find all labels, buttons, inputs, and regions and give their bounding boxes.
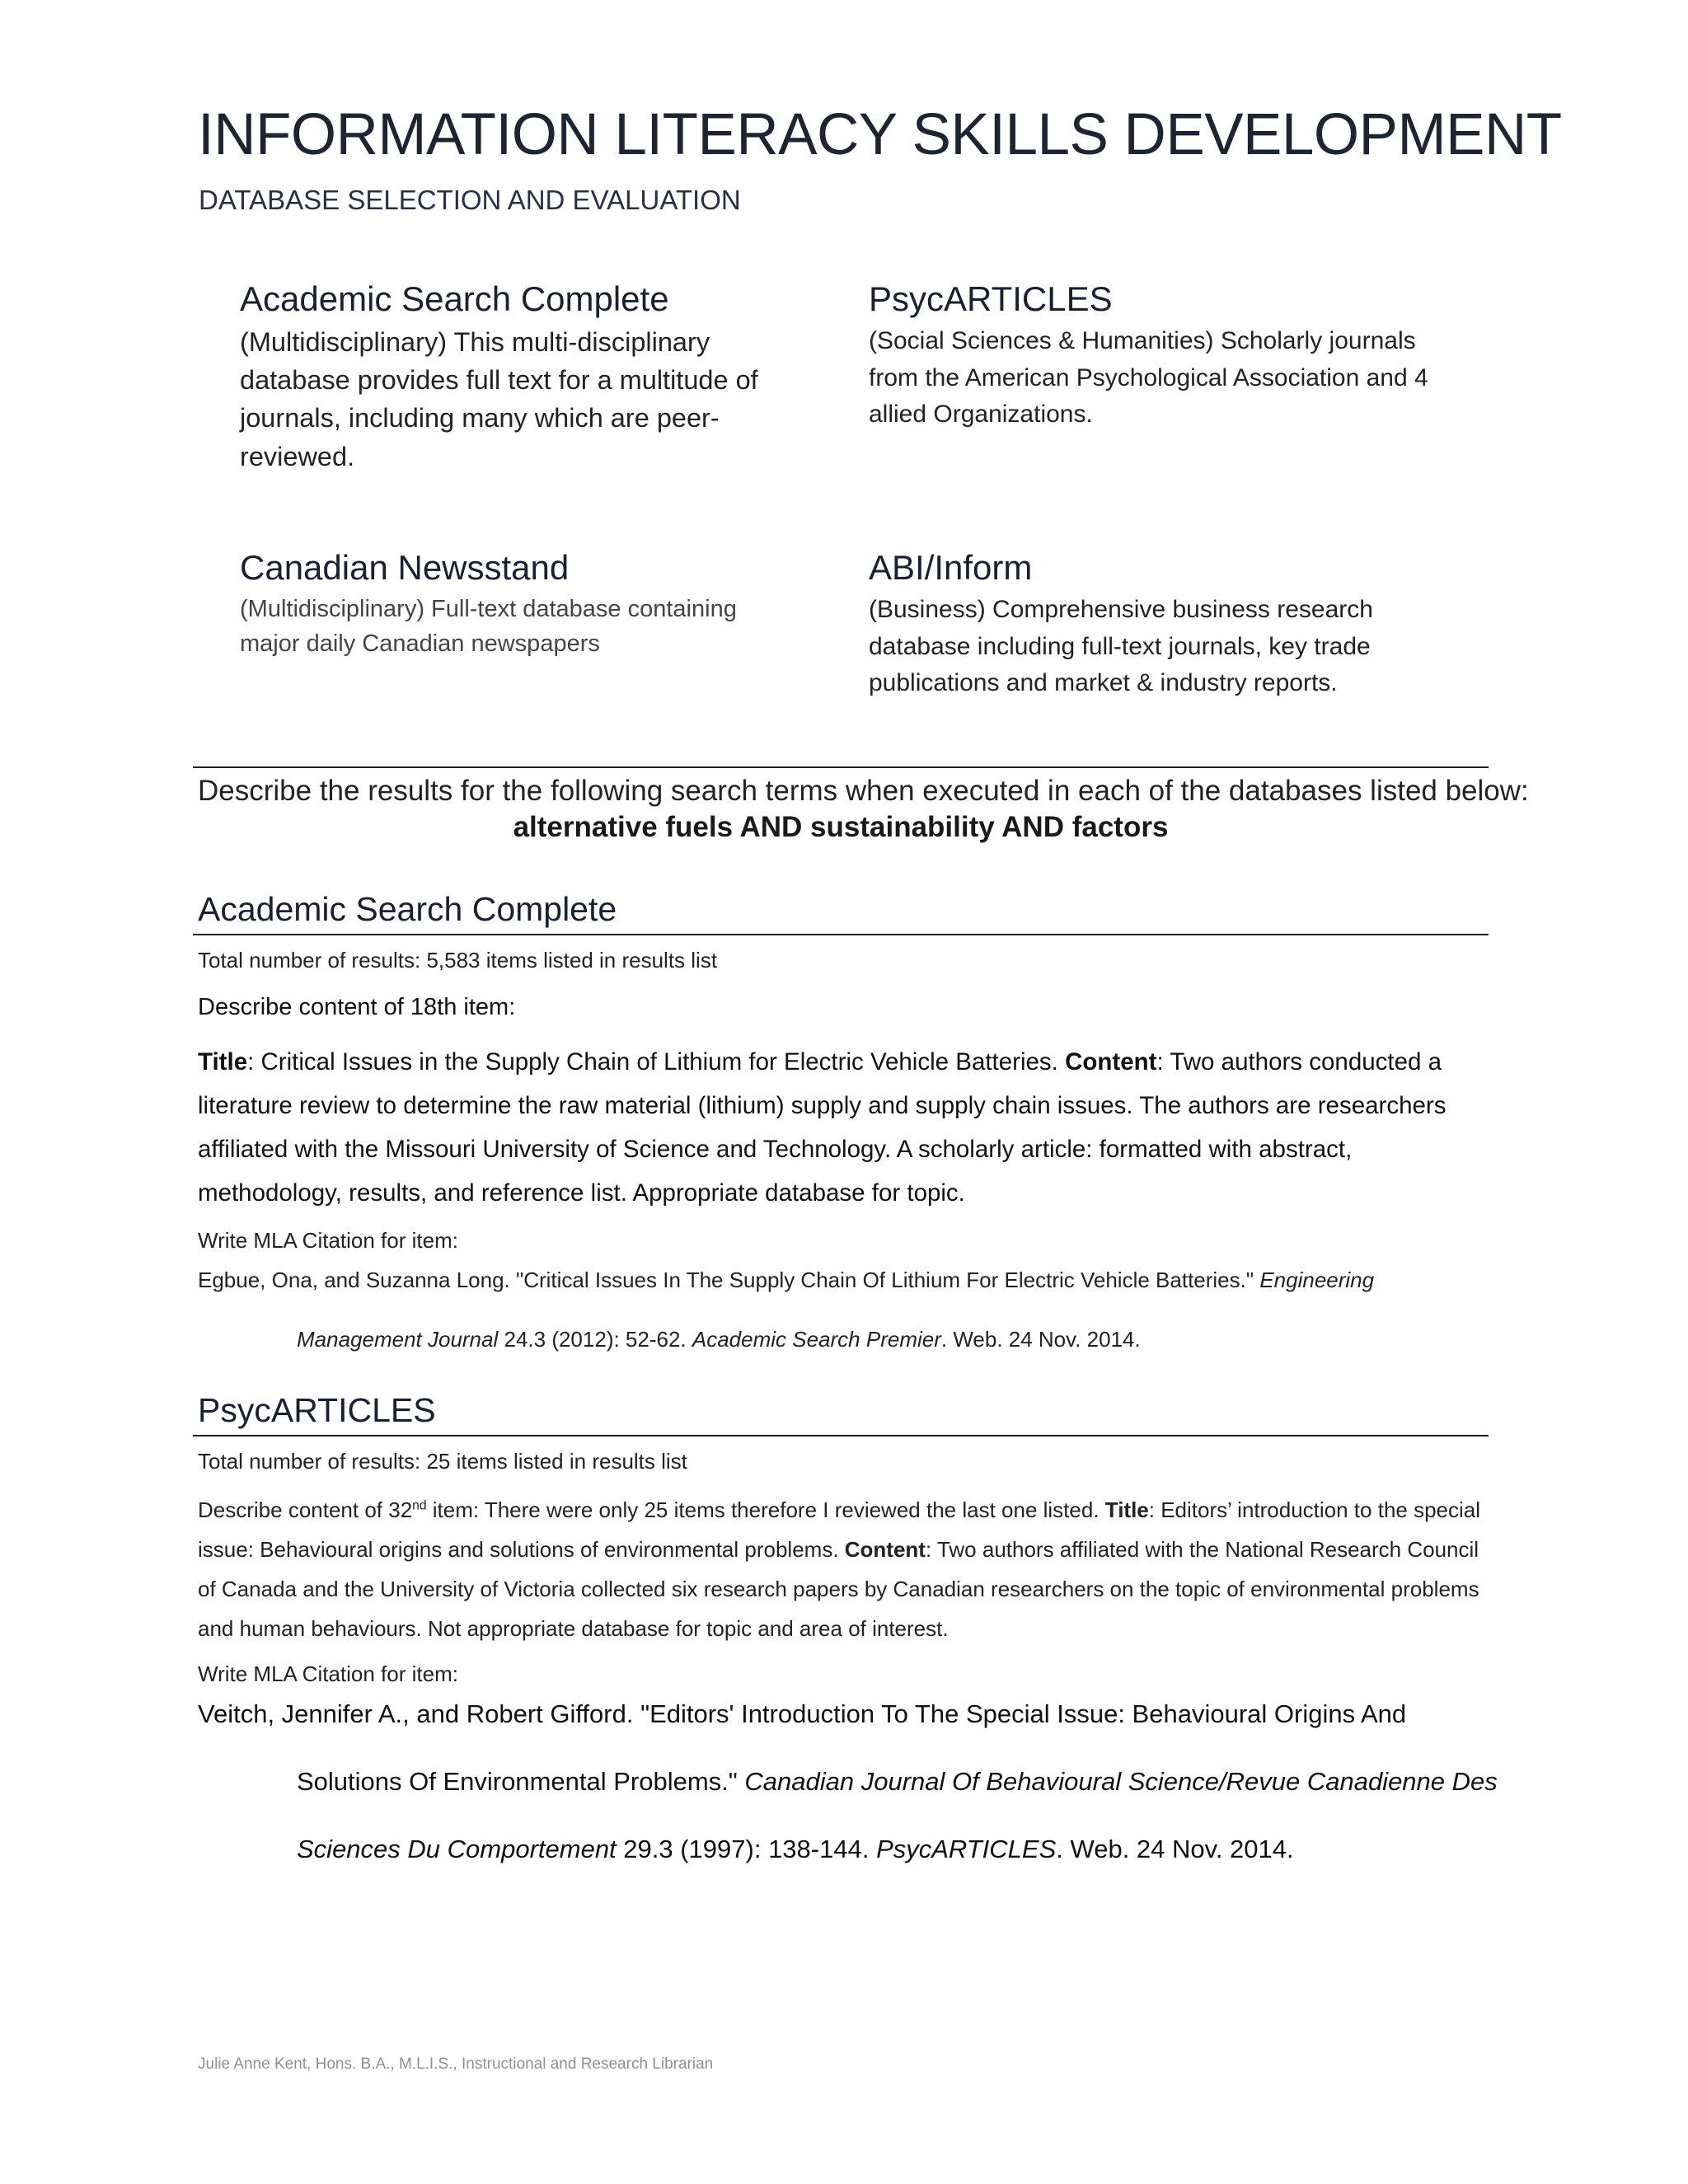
mla-label: Write MLA Citation for item: [198,1228,458,1253]
citation-line-2 [297,1327,1141,1352]
database-name: PsycARTICLES [869,279,1113,318]
citation-journal: Engineering [1259,1268,1375,1292]
desc-line: reviewed. [240,441,355,471]
citation-journal: Canadian Journal Of Behavioural Science/Revue Canadienne Des [744,1767,1498,1796]
section-heading-academic-search: Academic Search Complete [198,890,617,928]
database-card-canadian-newsstand [240,549,817,661]
citation-journal: Management Journal [297,1327,499,1352]
desc-line: allied Organizations. [869,400,1093,428]
item-description [198,1490,1492,1648]
citation-database: PsycARTICLES [876,1835,1057,1863]
database-card-academic-search [240,280,817,476]
total-results: Total number of results: 25 items listed in results list [198,1449,687,1474]
desc-line: (Multidisciplinary) This multi-disciplinary [240,327,710,358]
desc-line: from the American Psychological Association and 4 [869,363,1428,391]
citation-database: Academic Search Premier [692,1327,941,1352]
content-text: : Two authors affiliated with the National Research Council of Canada and the University of Victoria collected six research papers by Canadian researchers on the topic of environmental problems and human behaviours. Not appropriate database for topic and area of interest. [198,1537,1479,1641]
title-text: : Editors’ introduction to the special issue: Behavioural origins and solutions of environmental problems. [198,1497,1481,1562]
page-title: INFORMATION LITERACY SKILLS DEVELOPMENT [198,102,1562,167]
citation-text: 24.3 (2012): 52-62. [498,1327,692,1352]
citation-text: Veitch, Jennifer A., and Robert Gifford. "Editors' Introduction To The Special Issue: Behavioural Origins And [198,1699,1407,1728]
citation-line-2 [297,1767,1498,1797]
database-card-abi-inform [869,549,1495,701]
mla-label: Write MLA Citation for item: [198,1661,458,1686]
citation-line-1 [198,1268,1374,1293]
instruction-text: Describe the results for the following search terms when executed in each of the databases listed below: [198,775,1529,807]
desc-line: database including full-text journals, key trade [869,632,1371,660]
describe-text: item: There were only 25 items therefore I reviewed the last one listed. [426,1497,1105,1522]
citation-journal: Sciences Du Comportement [297,1835,617,1863]
section-divider [193,934,1489,935]
desc-line: major daily Canadian newspapers [240,630,600,658]
citation-text: 29.3 (1997): 138-144. [616,1835,877,1863]
page-subtitle: DATABASE SELECTION AND EVALUATION [199,185,741,215]
database-description [240,592,817,661]
database-description [869,323,1495,433]
title-label: Title [198,1048,248,1076]
database-description [240,323,817,476]
citation-text: . Web. 24 Nov. 2014. [1056,1835,1294,1863]
citation-text: . Web. 24 Nov. 2014. [940,1327,1141,1352]
section-heading-psycarticles: PsycARTICLES [198,1391,436,1429]
content-text: : Two authors conducted a literature review to determine the raw material (lithium) supply and supply chain issues. The authors are researchers affiliated with the Missouri University of Science and Technology. A scholarly article: formatted with abstract, methodology, results, and reference list. Appropriate database for topic. [198,1048,1447,1207]
section-divider [193,1435,1489,1436]
search-query: alternative fuels AND sustainability AND factors [513,811,1169,843]
title-text: : Critical Issues in the Supply Chain of Lithium for Electric Vehicle Batteries. [247,1048,1066,1076]
citation-text: Egbue, Ona, and Suzanna Long. "Critical Issues In The Supply Chain Of Lithium For Electric Vehicle Batteries." [198,1268,1260,1292]
database-name: Canadian Newsstand [240,548,570,587]
title-label: Title [1104,1497,1149,1522]
desc-line: publications and market & industry reports. [869,668,1338,696]
database-name: Academic Search Complete [240,279,669,318]
total-results: Total number of results: 5,583 items listed in results list [198,948,718,972]
desc-line: database provides full text for a multitude of [240,365,758,396]
database-name: ABI/Inform [869,548,1033,587]
footer-author: Julie Anne Kent, Hons. B.A., M.L.I.S., Instructional and Research Librarian [198,2055,714,2073]
database-description [869,592,1495,701]
citation-text: Solutions Of Environmental Problems." [297,1767,745,1796]
divider-top [193,766,1489,768]
ordinal-suffix: nd [412,1498,427,1513]
content-label: Content [844,1537,926,1562]
desc-line: (Social Sciences & Humanities) Scholarly journals [869,327,1416,355]
describe-item-label: Describe content of 18th item: [198,994,516,1020]
item-description [198,1040,1492,1215]
database-card-psycarticles [869,280,1495,433]
desc-line: (Multidisciplinary) Full-text database containing [240,596,737,623]
desc-line: journals, including many which are peer- [240,403,720,434]
content-label: Content [1065,1048,1157,1076]
citation-line-3 [297,1835,1294,1864]
citation-line-1 [198,1699,1406,1729]
desc-line: (Business) Comprehensive business research [869,596,1373,624]
describe-text: Describe content of 32 [198,1497,413,1522]
